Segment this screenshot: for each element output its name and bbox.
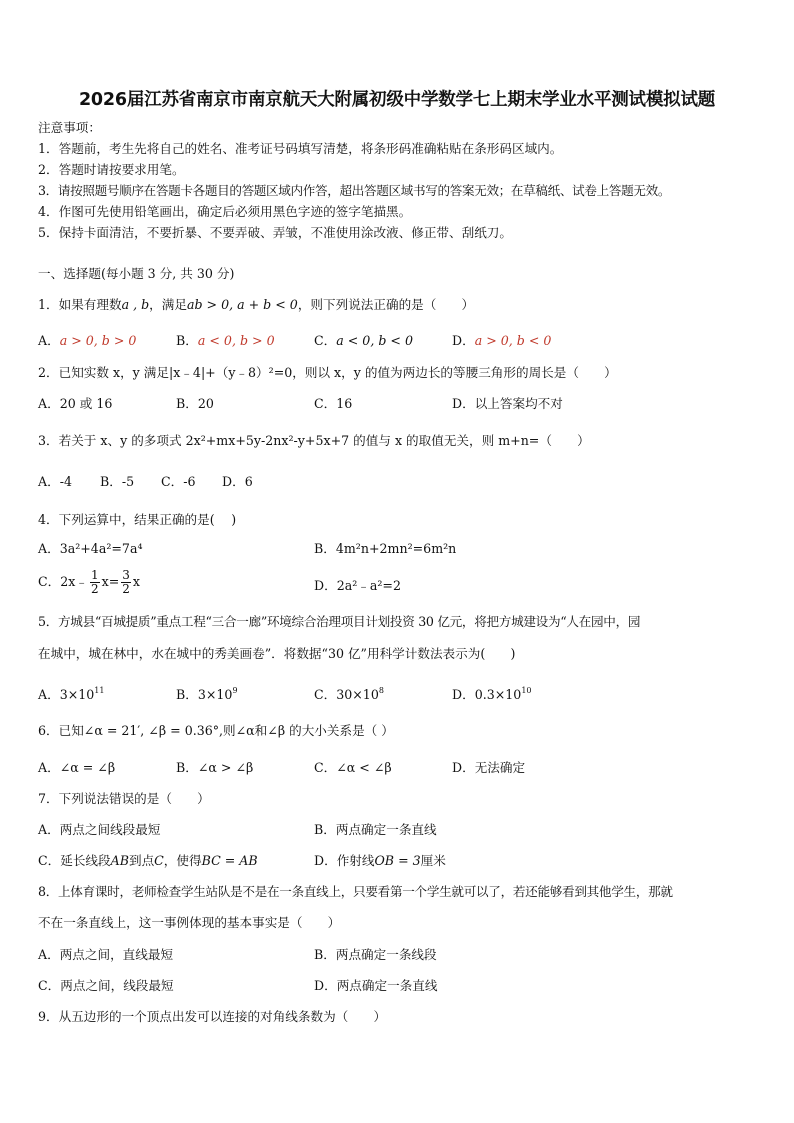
question-4-stem: 4．下列运算中，结果正确的是( ) <box>38 512 237 527</box>
q5-option-a: A．$3\times 10^{11}$ <box>38 686 105 702</box>
q4-fraction-2: $\frac{3}{2}$ <box>122 568 130 596</box>
q6-option-a: A．∠α = ∠β <box>38 760 116 775</box>
q2-option-c: C．16 <box>314 396 353 411</box>
q1-stem-vars: a , b <box>121 297 150 312</box>
notice-item-2: 2．答题时请按要求用笔。 <box>38 162 185 177</box>
q4-option-a: A．3a²+4a²=7a⁴ <box>38 541 143 556</box>
q1-option-a: A．a > 0, b > 0 <box>38 333 137 348</box>
question-3-stem: 3．若关于 x、y 的多项式 2x²+mx+5y-2nx²-y+5x+7 的值与 x 的取值无关，则 m+n=（ ） <box>38 433 590 448</box>
q1-stem-a: 1．如果有理数 <box>38 297 122 312</box>
q3-option-a: A．-4 <box>38 474 72 489</box>
q7-option-d: D．作射线OB = 3厘米 <box>314 853 446 868</box>
q4-option-d: D．2a²﹣a²=2 <box>314 578 401 593</box>
notice-item-4: 4．作图可先使用铅笔画出，确定后必须用黑色字迹的签字笔描黑。 <box>38 204 412 219</box>
q1-option-d: D．a > 0, b < 0 <box>452 333 552 348</box>
q8-option-b: B．两点确定一条线段 <box>314 947 437 962</box>
q8-option-c: C．两点之间，线段最短 <box>38 978 174 993</box>
q2-option-a: A．20 或 16 <box>38 396 113 411</box>
question-2-stem: 2．已知实数 x，y 满足|x﹣4|+（y﹣8）²=0，则以 x，y 的值为两边长的等腰三角形的周长是（ ） <box>38 365 617 380</box>
q2-option-b: B．20 <box>176 396 214 411</box>
q8-option-d: D．两点确定一条直线 <box>314 978 438 993</box>
q6-option-d: D．无法确定 <box>452 760 526 775</box>
q7-option-c: C．延长线段AB到点C，使得BC = AB <box>38 853 258 868</box>
notice-item-3: 3．请按照题号顺序在答题卡各题目的答题区域内作答，超出答题区域书写的答案无效；在草稿纸、试卷上答题无效。 <box>38 183 671 198</box>
question-6-stem: 6．已知∠α = 21′, ∠β = 0.36°,则∠α和∠β 的大小关系是（ ） <box>38 723 394 738</box>
q1-option-c: C．a < 0, b < 0 <box>314 333 413 348</box>
question-5-stem-line1: 5．方城县“百城提质”重点工程“三合一廊”环境综合治理项目计划投资 30 亿元，将把方城建设为“人在园中，园 <box>38 614 641 629</box>
q5-option-c: C．$30\times 10^8$ <box>314 686 384 702</box>
q3-option-b: B．-5 <box>100 474 135 489</box>
q4-fraction-1: $\frac{1}{2}$ <box>90 568 99 596</box>
q6-option-c: C．∠α < ∠β <box>314 760 392 775</box>
notice-item-1: 1．答题前，考生先将自己的姓名、准考证号码填写清楚，将条形码准确粘贴在条形码区域内。 <box>38 141 563 156</box>
notice-item-5: 5．保持卡面清洁，不要折暴、不要弄破、弄皱，不准使用涂改液、修正带、刮纸刀。 <box>38 225 512 240</box>
q5-option-d: D．$0.3\times 10^{10}$ <box>452 686 532 702</box>
q7-option-a: A．两点之间线段最短 <box>38 822 161 837</box>
q7-option-b: B．两点确定一条直线 <box>314 822 437 837</box>
q2-option-d: D．以上答案均不对 <box>452 396 563 411</box>
q5-option-b: B．$3\times 10^9$ <box>176 686 238 702</box>
q1-stem-b: ，满足 <box>149 297 187 312</box>
page-title: 2026届江苏省南京市南京航天大附属初级中学数学七上期末学业水平测试模拟试题 <box>78 90 716 110</box>
q4-option-b: B．4m²n+2mn²=6m²n <box>314 541 457 556</box>
question-9-stem: 9．从五边形的一个顶点出发可以连接的对角线条数为（ ） <box>38 1009 387 1024</box>
q8-option-a: A．两点之间，直线最短 <box>38 947 174 962</box>
question-1-stem <box>38 297 474 313</box>
q1-stem-cond: ab > 0, a + b < 0 <box>186 297 298 312</box>
q3-option-c: C．-6 <box>161 474 196 489</box>
q1-stem-c: ，则下列说法正确的是（ ） <box>297 297 475 312</box>
notice-heading: 注意事项： <box>38 120 101 135</box>
question-8-stem-line1: 8．上体育课时，老师检查学生站队是不是在一条直线上，只要看第一个学生就可以了，若还能够看到其他学生，那就 <box>38 884 673 899</box>
question-5-stem-line2: 在城中，城在林中，水在城中的秀美画卷”．将数据“30 亿”用科学计数法表示为( ) <box>38 646 516 661</box>
q1-option-b: B．a < 0, b > 0 <box>176 333 275 348</box>
q6-option-b: B．∠α > ∠β <box>176 760 254 775</box>
q4-option-c: C．2x﹣ $\frac{1}{2}$ x= $\frac{3}{2}$ x <box>38 568 140 596</box>
section-heading: 一、选择题(每小题 3 分, 共 30 分) <box>38 266 235 281</box>
question-7-stem: 7．下列说法错误的是（ ） <box>38 791 210 806</box>
question-8-stem-line2: 不在一条直线上，这一事例体现的基本事实是（ ） <box>38 915 341 930</box>
q3-option-d: D．6 <box>222 474 253 489</box>
